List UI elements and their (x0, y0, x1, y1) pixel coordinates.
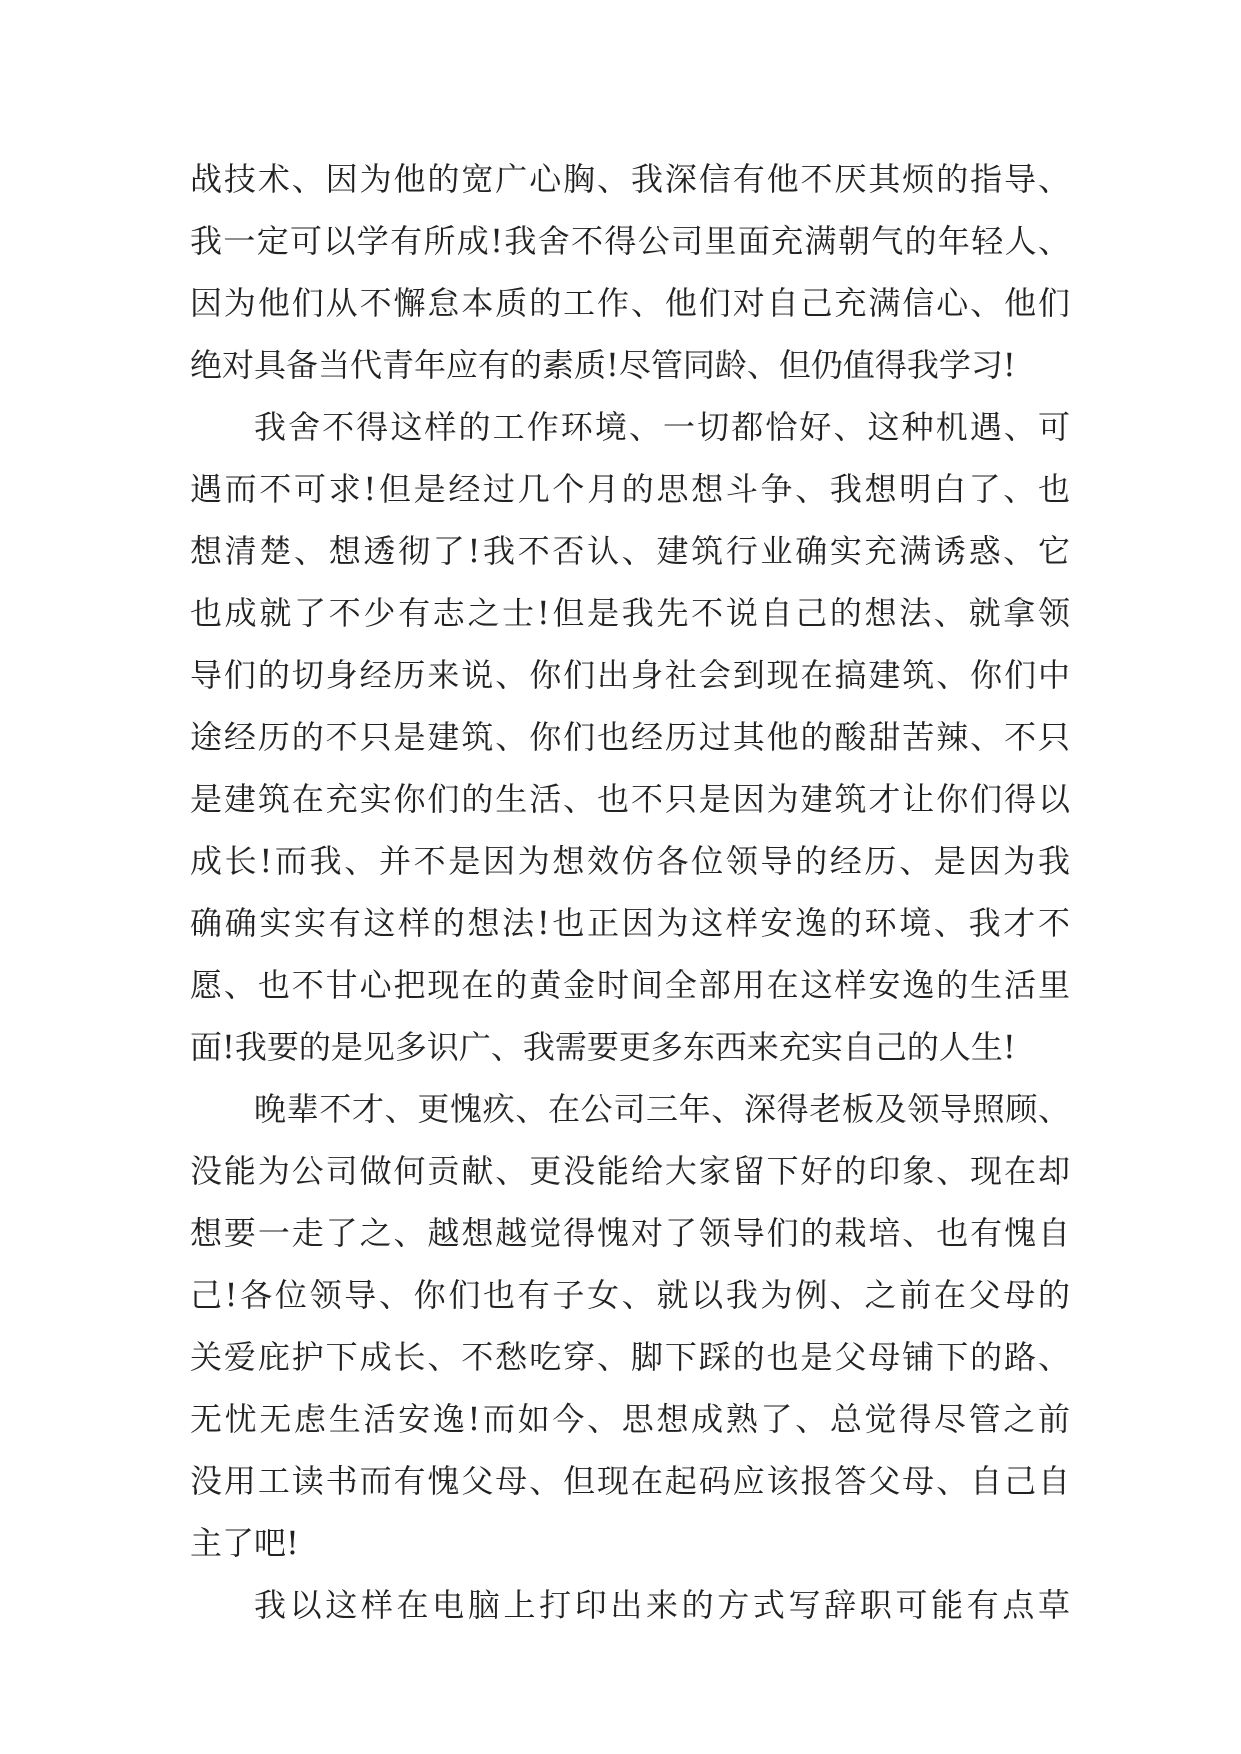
document-text-line: 愿、也不甘心把现在的黄金时间全部用在这样安逸的生活里 (190, 966, 1070, 1004)
document-text-line: 想清楚、想透彻了!我不否认、建筑行业确实充满诱惑、它 (190, 532, 1070, 570)
document-text-line: 想要一走了之、越想越觉得愧对了领导们的栽培、也有愧自 (190, 1214, 1070, 1252)
document-text-line: 也成就了不少有志之士!但是我先不说自己的想法、就拿领 (190, 594, 1070, 632)
document-text-line: 战技术、因为他的宽广心胸、我深信有他不厌其烦的指导、 (190, 160, 1070, 198)
document-text-line: 途经历的不只是建筑、你们也经历过其他的酸甜苦辣、不只 (190, 718, 1070, 756)
document-text-line: 我一定可以学有所成!我舍不得公司里面充满朝气的年轻人、 (190, 222, 1070, 260)
document-text-line: 确确实实有这样的想法!也正因为这样安逸的环境、我才不 (190, 904, 1070, 942)
document-text-line: 绝对具备当代青年应有的素质!尽管同龄、但仍值得我学习! (190, 346, 1016, 384)
document-text-line: 无忧无虑生活安逸!而如今、思想成熟了、总觉得尽管之前 (190, 1400, 1070, 1438)
document-text-line: 没能为公司做何贡献、更没能给大家留下好的印象、现在却 (190, 1152, 1070, 1190)
document-text-line: 遇而不可求!但是经过几个月的思想斗争、我想明白了、也 (190, 470, 1070, 508)
document-body (190, 148, 1070, 1636)
document-text-line: 关爱庇护下成长、不愁吃穿、脚下踩的也是父母铺下的路、 (190, 1338, 1070, 1376)
document-text-line: 导们的切身经历来说、你们出身社会到现在搞建筑、你们中 (190, 656, 1070, 694)
document-text-line: 晚辈不才、更愧疚、在公司三年、深得老板及领导照顾、 (254, 1090, 1070, 1128)
document-text-line: 主了吧! (190, 1524, 299, 1562)
document-text-line: 没用工读书而有愧父母、但现在起码应该报答父母、自己自 (190, 1462, 1070, 1500)
document-text-line: 面!我要的是见多识广、我需要更多东西来充实自己的人生! (190, 1028, 1016, 1066)
document-text-line: 我舍不得这样的工作环境、一切都恰好、这种机遇、可 (254, 408, 1070, 446)
document-text-line: 是建筑在充实你们的生活、也不只是因为建筑才让你们得以 (190, 780, 1070, 818)
document-text-line: 因为他们从不懈怠本质的工作、他们对自己充满信心、他们 (190, 284, 1070, 322)
document-text-line: 我以这样在电脑上打印出来的方式写辞职可能有点草 (254, 1586, 1070, 1624)
document-text-line: 成长!而我、并不是因为想效仿各位领导的经历、是因为我 (190, 842, 1070, 880)
document-text-line: 己!各位领导、你们也有子女、就以我为例、之前在父母的 (190, 1276, 1070, 1314)
